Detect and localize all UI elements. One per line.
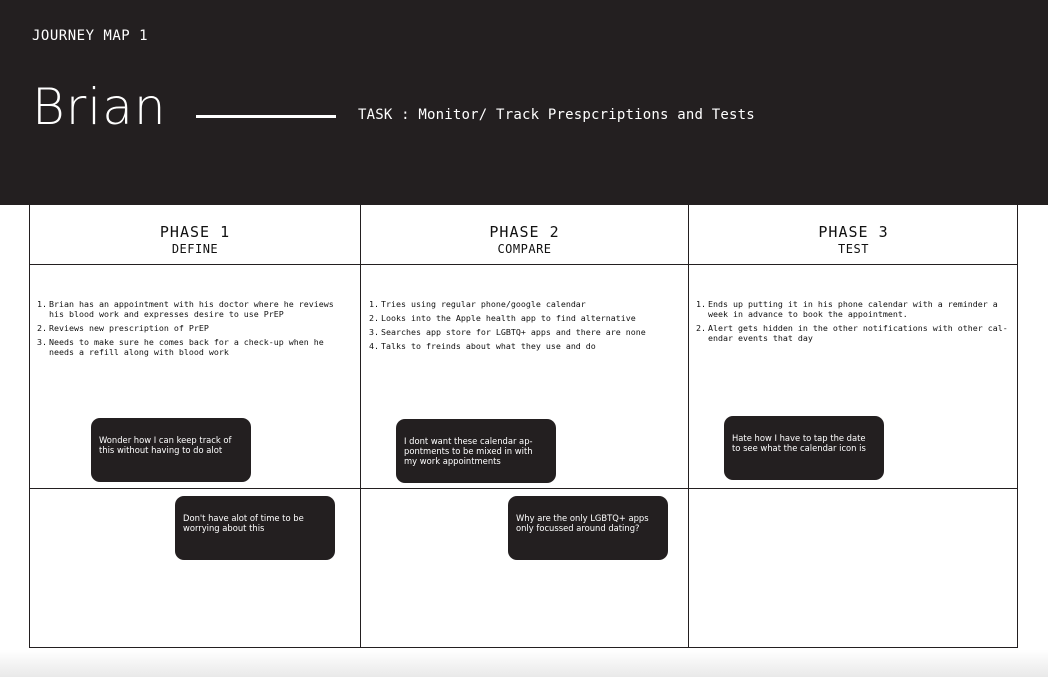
- journey-grid: [29, 205, 1018, 648]
- step-text: Reviews new prescription of PrEP: [49, 323, 209, 333]
- step-item: [696, 323, 1014, 343]
- step-text: Searches app store for LGBTQ+ apps and there are none: [381, 327, 646, 337]
- thought-bubble: Don't have alot of time to be worrying about this: [175, 496, 335, 560]
- step-item: [37, 299, 353, 319]
- step-number: 2.: [369, 313, 379, 323]
- phase-subtitle: COMPARE: [497, 242, 552, 256]
- row-divider: [30, 264, 1018, 265]
- phase-title: PHASE 3: [818, 223, 889, 241]
- phase-3-steps: [696, 299, 1014, 347]
- step-text: Needs to make sure he comes back for a check-up when he needs a refill along with blood work: [49, 337, 324, 357]
- header-banner: [0, 0, 1048, 205]
- step-number: 1.: [696, 299, 706, 309]
- persona-name: Brian: [32, 78, 167, 136]
- step-number: 1.: [369, 299, 379, 309]
- task-description: TASK : Monitor/ Track Prespcriptions and Tests: [358, 107, 755, 123]
- step-text: Ends up putting it in his phone calendar with a reminder a week in advance to book the appointment.: [708, 299, 998, 319]
- column-divider: [688, 205, 689, 647]
- header-divider-line: [196, 115, 336, 118]
- step-item: [369, 299, 683, 309]
- thought-bubble: Hate how I have to tap the date to see what the calendar icon is: [724, 416, 884, 480]
- step-text: Looks into the Apple health app to find alternative: [381, 313, 636, 323]
- thought-bubble: Why are the only LGBTQ+ apps only focussed around dating?: [508, 496, 668, 560]
- thought-bubble: Wonder how I can keep track of this without having to do alot: [91, 418, 251, 482]
- phase-1-header: [30, 205, 360, 264]
- phase-3-header: [689, 205, 1018, 264]
- phase-title: PHASE 1: [159, 223, 231, 241]
- phase-title: PHASE 2: [489, 223, 560, 241]
- step-number: 2.: [696, 323, 706, 333]
- step-item: [37, 323, 353, 333]
- phase-subtitle: DEFINE: [171, 242, 219, 256]
- row-divider: [30, 488, 1018, 489]
- step-item: [369, 327, 683, 337]
- step-item: [369, 341, 683, 351]
- step-item: [369, 313, 683, 323]
- step-text: Alert gets hidden in the other notifications with other cal-endar events that day: [708, 323, 1008, 343]
- phase-2-steps: [369, 299, 683, 355]
- step-text: Tries using regular phone/google calendar: [381, 299, 586, 309]
- column-divider: [360, 205, 361, 647]
- page-bottom-edge: [0, 650, 1048, 677]
- step-text: Talks to freinds about what they use and do: [381, 341, 596, 351]
- thought-bubble: I dont want these calendar ap-pontments to be mixed in with my work appointments: [396, 419, 556, 483]
- step-number: 4.: [369, 341, 379, 351]
- step-item: [696, 299, 1014, 319]
- phase-subtitle: TEST: [838, 242, 869, 256]
- step-number: 3.: [369, 327, 379, 337]
- step-text: Brian has an appointment with his doctor where he reviews his blood work and expresses desire to use PrEP: [49, 299, 334, 319]
- step-number: 3.: [37, 337, 47, 347]
- journey-map-label: JOURNEY MAP 1: [32, 28, 149, 44]
- step-number: 2.: [37, 323, 47, 333]
- phase-2-header: [361, 205, 688, 264]
- step-item: [37, 337, 353, 357]
- step-number: 1.: [37, 299, 47, 309]
- phase-1-steps: [37, 299, 353, 361]
